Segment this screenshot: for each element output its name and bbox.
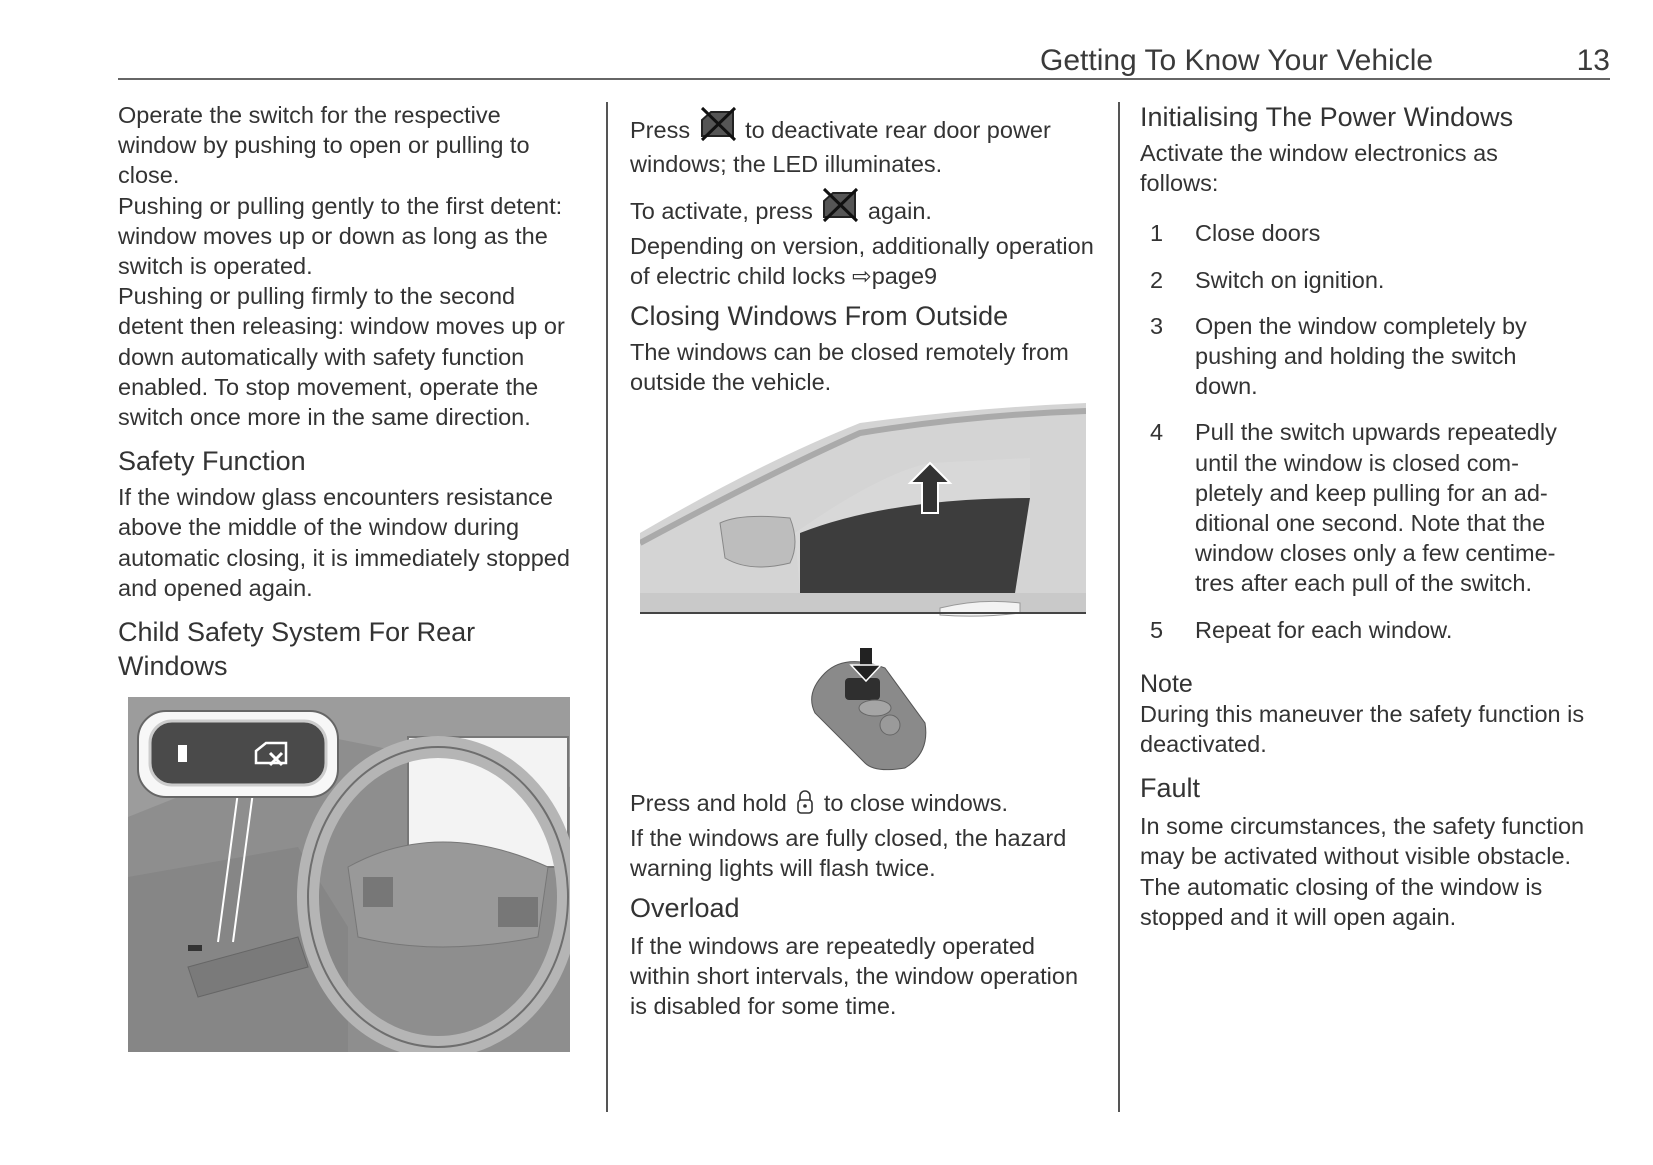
section-title: Getting To Know Your Vehicle: [1040, 44, 1434, 77]
list-item: 4 Pull the switch upwards repeatedly until the window is closed completely and keep pulling for an additional one second. Note that the window closes only a few centimetres after each pull of the switch.: [1150, 419, 1557, 597]
heading-safety-function: Safety Function: [118, 446, 306, 477]
note-heading: Note: [1140, 669, 1193, 698]
paragraph-depending: Depending on version, additionally operation of electric child locks ⇨page9: [630, 232, 1094, 289]
page-reference-link[interactable]: page9: [871, 262, 938, 289]
interior-figure: [128, 697, 570, 1052]
paragraph: Operate the switch for the respective window by pushing to open or pulling to close.: [118, 102, 530, 189]
paragraph: Activate the window electronics as follows:: [1140, 140, 1498, 197]
column-2: [630, 100, 1100, 1022]
paragraph: If the window glass encounters resistance above the middle of the window during automatic closing, it is immediately stopped and opened again.: [118, 484, 570, 601]
arrow-right-icon: ⇨: [852, 262, 872, 289]
paragraph-deactivate: Press to deactivate rear door power windows; the LED illuminates.: [630, 106, 1100, 179]
column-divider: [606, 102, 608, 1112]
heading-overload: Overload: [630, 893, 740, 924]
heading-closing-outside: Closing Windows From Outside: [630, 301, 1009, 332]
paragraph-activate: To activate, press again.: [630, 187, 1100, 230]
paragraph-press-hold: Press and hold to close windows.: [630, 788, 1100, 822]
column-3: [1140, 100, 1620, 932]
paragraph: Pushing or pulling gently to the first detent: window moves up or down as long as the switch is operated.: [118, 192, 563, 280]
column-1: [118, 100, 578, 1052]
page-header: [118, 40, 1610, 80]
lock-icon: [795, 789, 815, 822]
car-window-figure: [640, 403, 1086, 788]
paragraph: If the windows are repeatedly operated within short intervals, the window operation is disabled for some time.: [630, 933, 1079, 1020]
list-item: 3 Open the window completely by pushing and holding the switch down.: [1150, 312, 1527, 400]
rear-window-lock-icon: [699, 106, 737, 149]
paragraph: Pushing or pulling firmly to the second detent then releasing: window moves up or down automatically with safety function enabled. To stop movement, operate the switch once more in the same direction.: [118, 283, 565, 431]
heading-fault: Fault: [1140, 773, 1201, 804]
paragraph: If the windows are fully closed, the hazard warning lights will flash twice.: [630, 824, 1067, 881]
rear-window-lock-icon: [821, 187, 859, 230]
car-window-illustration: [640, 403, 1086, 788]
heading-child-safety: Child Safety System For Rear Windows: [118, 617, 476, 682]
steps-list: [1140, 218, 1620, 644]
heading-initialising: Initialising The Power Windows: [1140, 102, 1514, 132]
list-item: 5 Repeat for each window.: [1150, 616, 1453, 643]
column-divider: [1118, 102, 1120, 1112]
paragraph: In some circumstances, the safety function may be activated without visible obstacle. The automatic closing of the window is stopped and it will open again.: [1140, 813, 1585, 930]
list-item: 1 Close doors: [1150, 220, 1321, 247]
page-number: 13: [1576, 44, 1610, 77]
note-body: During this maneuver the safety function is deactivated.: [1140, 700, 1585, 758]
list-item: 2 Switch on ignition.: [1150, 266, 1385, 293]
paragraph: The windows can be closed remotely from outside the vehicle.: [630, 339, 1069, 396]
interior-illustration: [128, 697, 570, 1052]
